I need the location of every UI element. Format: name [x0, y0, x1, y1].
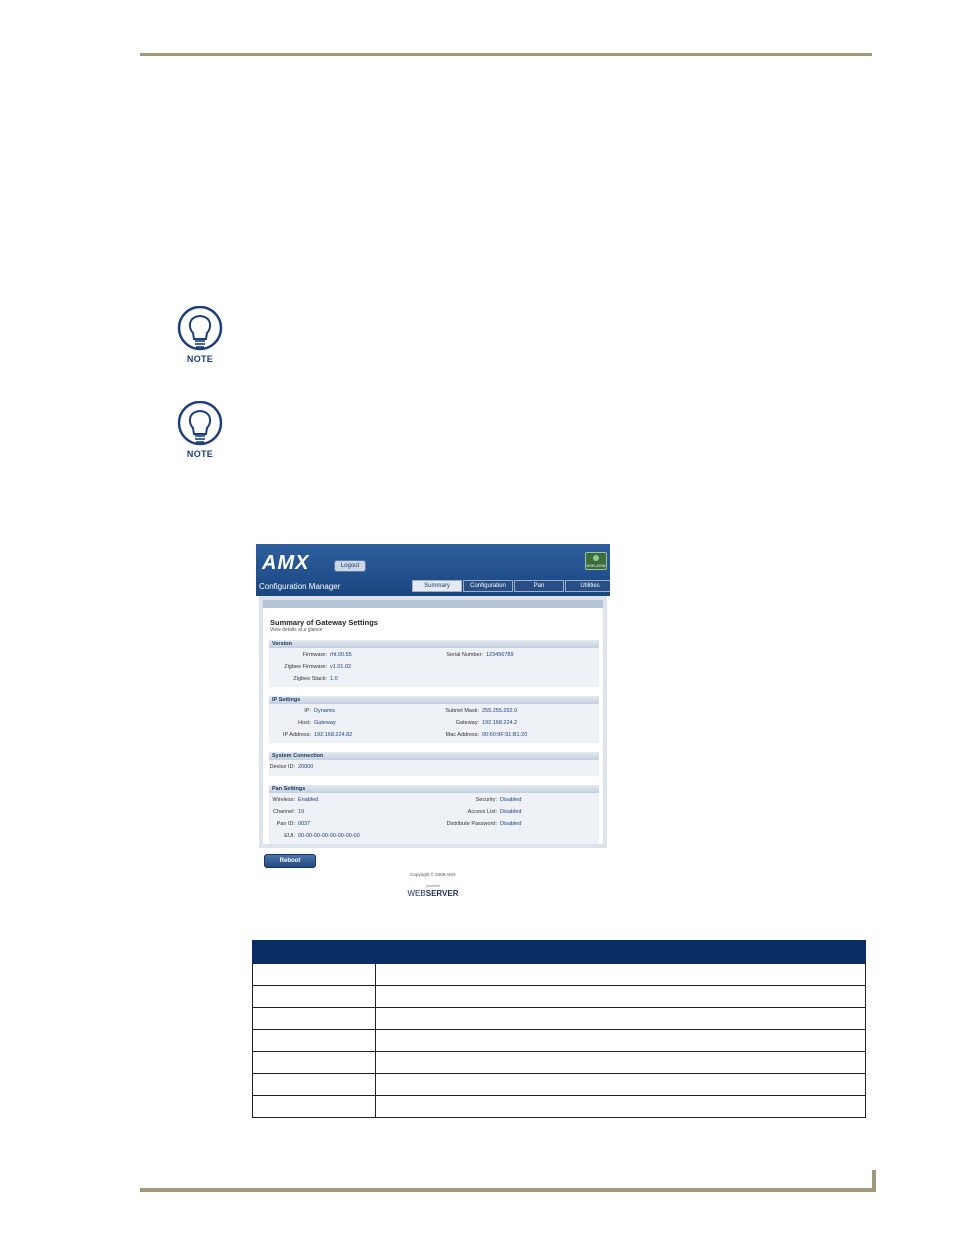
- app-body: [259, 596, 607, 848]
- table-row: [253, 964, 866, 986]
- panel-topbar: [263, 600, 603, 608]
- section-system: [269, 760, 599, 776]
- tab-bar: [411, 580, 610, 590]
- table-row: [253, 1096, 866, 1118]
- section-pan-header: Pan Settings: [269, 785, 599, 793]
- app-title: Configuration Manager: [259, 582, 341, 591]
- summary-subtitle: View details at a glance: [270, 627, 323, 633]
- section-ip-header: IP Settings: [269, 696, 599, 704]
- note-lightbulb-icon: [176, 306, 224, 370]
- table-header: [253, 941, 866, 964]
- footer-rule: [140, 1188, 876, 1192]
- logout-button[interactable]: Logout: [334, 560, 366, 572]
- mac-address-row: Mac Address: 00:60:9F:91:B1:20: [445, 732, 528, 738]
- tab-summary[interactable]: Summary: [412, 580, 462, 592]
- table-row: [253, 986, 866, 1008]
- device-icon-label: NXR-ZGW: [586, 563, 606, 568]
- table-row: [253, 1008, 866, 1030]
- ip-address-row: IP Address: 192.168.224.82: [282, 732, 353, 738]
- amx-logo: AMX: [262, 552, 310, 574]
- config-manager-screenshot: [256, 544, 610, 900]
- webserver-logo: WEBSERVER: [407, 889, 459, 898]
- eui-row: EUI: 00-00-00-00-00-00-00-00: [284, 833, 360, 839]
- note-label: NOTE: [186, 449, 214, 459]
- webserver-powered-text: powered: [426, 884, 440, 888]
- table-row: [253, 1030, 866, 1052]
- table-row: [253, 1052, 866, 1074]
- copyright-text: Copyright © 2008 AMX: [410, 872, 456, 877]
- reboot-button[interactable]: Reboot: [264, 854, 316, 868]
- pan-id-row: Pan ID: 0037: [276, 821, 311, 827]
- device-icon: [585, 552, 607, 570]
- section-version-header: Version: [269, 640, 599, 648]
- host-row: Host: Gateway: [298, 720, 336, 726]
- section-version: [269, 648, 599, 687]
- subnet-mask-row: Subnet Mask: 255.255.252.0: [445, 708, 518, 714]
- tab-pan[interactable]: Pan: [514, 580, 564, 592]
- device-id-row: Device ID: 20000: [269, 764, 314, 770]
- table-header-row: [253, 941, 866, 964]
- section-ip: [269, 704, 599, 743]
- ip-mode-row: IP: Dynamic: [304, 708, 336, 714]
- app-header: [256, 544, 610, 596]
- distribute-password-row: Distribute Password: Disabled: [446, 821, 522, 827]
- summary-panel: [263, 600, 603, 844]
- gateway-row: Gateway: 192.168.224.2: [455, 720, 518, 726]
- section-system-header: System Connection: [269, 752, 599, 760]
- tab-configuration[interactable]: Configuration: [463, 580, 513, 592]
- channel-row: Channel: 19: [272, 809, 305, 815]
- security-row: Security: Disabled: [475, 797, 522, 803]
- header-rule: [140, 53, 872, 56]
- zigbee-firmware-row: Zigbee Firmware: v1.01.02: [284, 664, 352, 670]
- note-lightbulb-icon: [176, 401, 224, 465]
- settings-table: [252, 940, 866, 1118]
- summary-title: Summary of Gateway Settings: [270, 618, 378, 627]
- wireless-row: Wireless: Enabled: [272, 797, 319, 803]
- access-list-row: Access List: Disabled: [467, 809, 522, 815]
- note-label: NOTE: [186, 354, 214, 364]
- table-row: [253, 1074, 866, 1096]
- section-pan: [269, 793, 599, 844]
- serial-number-row: Serial Number: 123456789: [446, 652, 514, 658]
- tab-utilities[interactable]: Utilities: [565, 580, 610, 592]
- firmware-row: Firmware: rht.00.55: [302, 652, 352, 658]
- zigbee-stack-row: Zigbee Stack: 1.0: [293, 676, 338, 682]
